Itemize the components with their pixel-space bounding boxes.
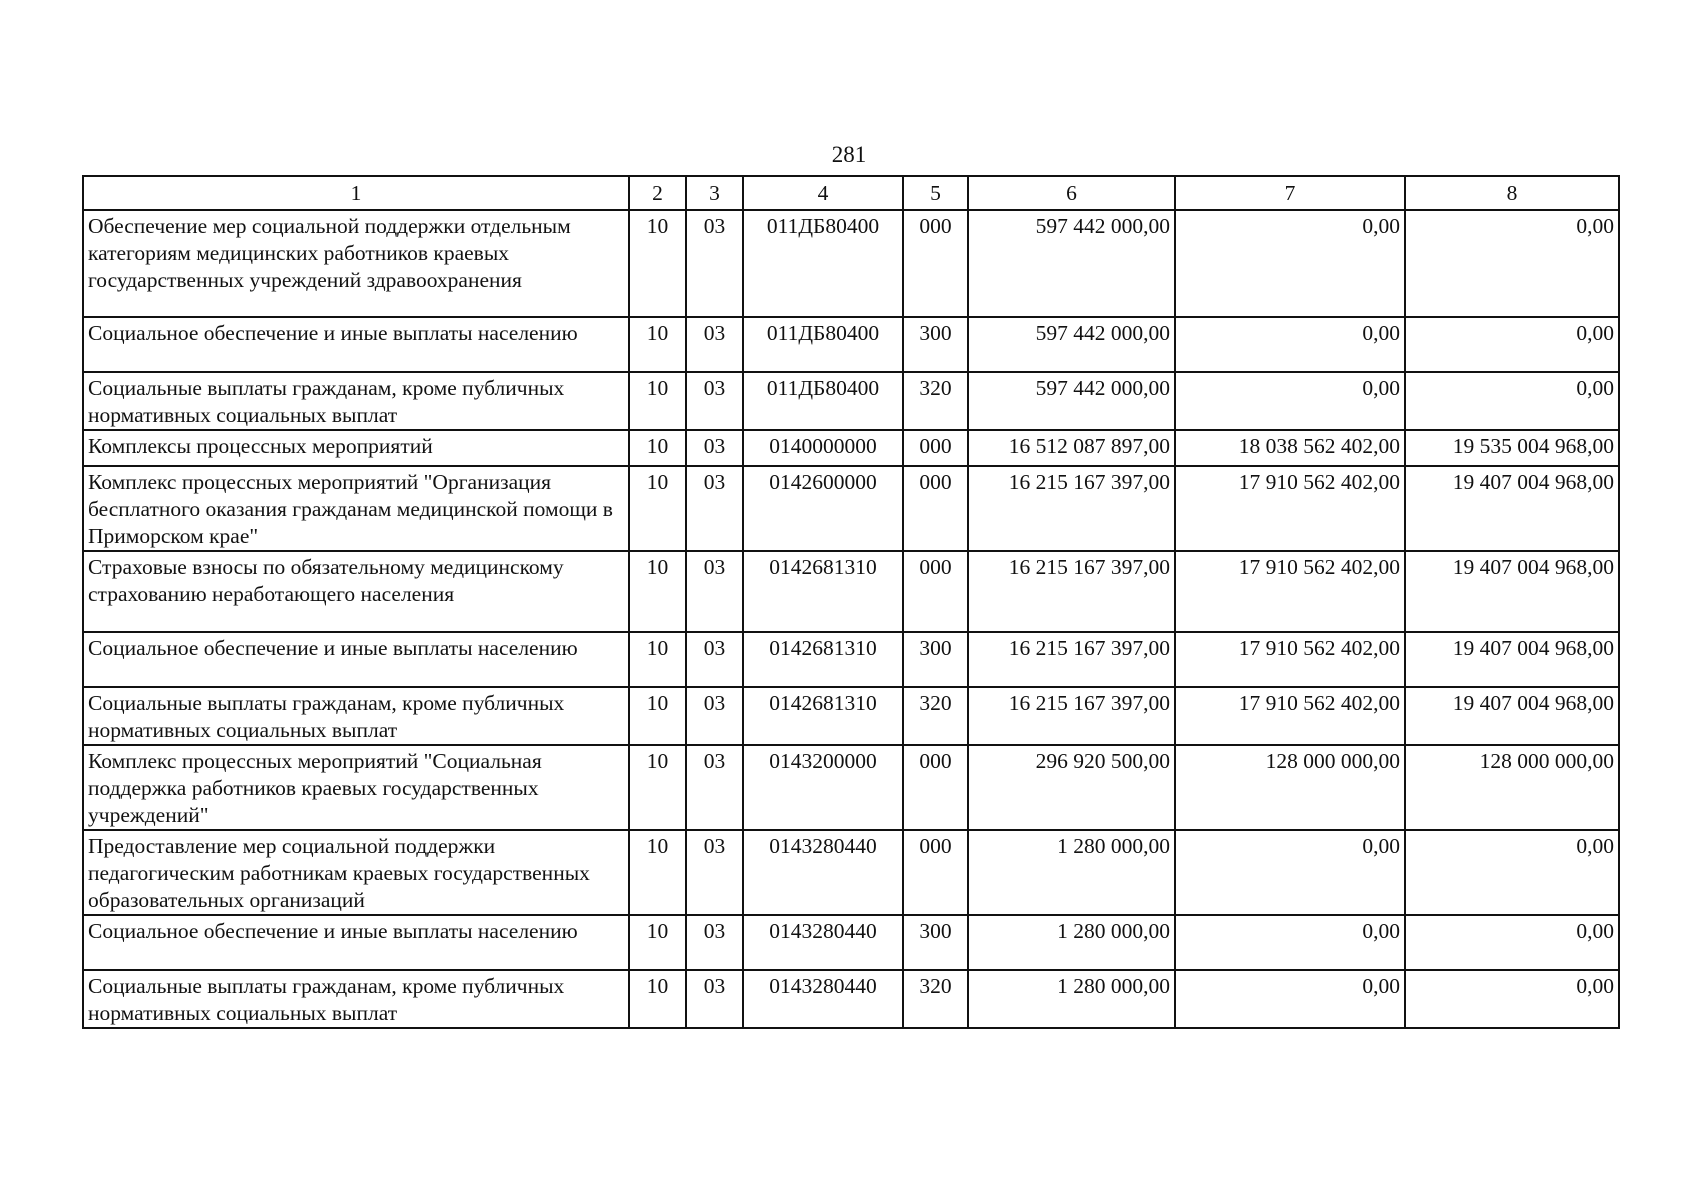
row-expense-type-cell: 300 <box>903 632 968 687</box>
row-name-cell: Комплекс процессных мероприятий "Организация бесплатного оказания гражданам медицинской помощи в Приморском крае" <box>83 466 629 551</box>
row-amount-col8: 19 407 004 968,00 <box>1405 551 1619 632</box>
row-section-cell: 10 <box>629 466 686 551</box>
row-section-cell: 10 <box>629 687 686 745</box>
row-amount-col6: 1 280 000,00 <box>968 830 1175 915</box>
row-amount-col6: 1 280 000,00 <box>968 915 1175 970</box>
row-section-cell: 10 <box>629 317 686 372</box>
row-amount-col7: 17 910 562 402,00 <box>1175 466 1405 551</box>
row-target-code-cell: 0142681310 <box>743 687 903 745</box>
table-row <box>83 466 1619 551</box>
table-row <box>83 687 1619 745</box>
row-section-cell: 10 <box>629 551 686 632</box>
row-target-code-cell: 0143280440 <box>743 830 903 915</box>
row-amount-col6: 1 280 000,00 <box>968 970 1175 1028</box>
header-cell: 3 <box>686 176 743 210</box>
row-amount-col6: 296 920 500,00 <box>968 745 1175 830</box>
table-row <box>83 372 1619 430</box>
row-amount-col7: 0,00 <box>1175 915 1405 970</box>
header-cell: 4 <box>743 176 903 210</box>
row-expense-type-cell: 000 <box>903 466 968 551</box>
row-subsection-cell: 03 <box>686 551 743 632</box>
row-name-cell: Предоставление мер социальной поддержки педагогическим работникам краевых государственных образовательных организаций <box>83 830 629 915</box>
row-name-cell: Страховые взносы по обязательному медицинскому страхованию неработающего населения <box>83 551 629 632</box>
header-cell: 7 <box>1175 176 1405 210</box>
row-name-cell: Социальное обеспечение и иные выплаты населению <box>83 632 629 687</box>
table-row <box>83 745 1619 830</box>
table-row <box>83 970 1619 1028</box>
table-row <box>83 632 1619 687</box>
budget-table <box>82 175 1620 1029</box>
row-expense-type-cell: 320 <box>903 372 968 430</box>
row-section-cell: 10 <box>629 830 686 915</box>
row-amount-col7: 18 038 562 402,00 <box>1175 430 1405 466</box>
row-amount-col8: 0,00 <box>1405 210 1619 317</box>
row-subsection-cell: 03 <box>686 830 743 915</box>
row-amount-col6: 16 215 167 397,00 <box>968 632 1175 687</box>
row-subsection-cell: 03 <box>686 430 743 466</box>
row-target-code-cell: 011ДБ80400 <box>743 372 903 430</box>
table-row <box>83 210 1619 317</box>
row-target-code-cell: 0143280440 <box>743 915 903 970</box>
table-row <box>83 551 1619 632</box>
header-cell: 5 <box>903 176 968 210</box>
header-cell: 2 <box>629 176 686 210</box>
row-subsection-cell: 03 <box>686 210 743 317</box>
row-amount-col6: 16 215 167 397,00 <box>968 551 1175 632</box>
row-amount-col8: 0,00 <box>1405 970 1619 1028</box>
row-target-code-cell: 0143200000 <box>743 745 903 830</box>
row-amount-col6: 597 442 000,00 <box>968 210 1175 317</box>
row-name-cell: Социальное обеспечение и иные выплаты населению <box>83 317 629 372</box>
row-expense-type-cell: 320 <box>903 970 968 1028</box>
row-expense-type-cell: 000 <box>903 745 968 830</box>
row-section-cell: 10 <box>629 372 686 430</box>
row-amount-col7: 0,00 <box>1175 970 1405 1028</box>
row-section-cell: 10 <box>629 745 686 830</box>
table-row <box>83 830 1619 915</box>
row-expense-type-cell: 000 <box>903 430 968 466</box>
row-amount-col6: 16 215 167 397,00 <box>968 466 1175 551</box>
row-amount-col8: 0,00 <box>1405 372 1619 430</box>
row-name-cell: Социальные выплаты гражданам, кроме публичных нормативных социальных выплат <box>83 970 629 1028</box>
row-expense-type-cell: 300 <box>903 915 968 970</box>
row-subsection-cell: 03 <box>686 317 743 372</box>
row-expense-type-cell: 300 <box>903 317 968 372</box>
row-name-cell: Комплекс процессных мероприятий "Социальная поддержка работников краевых государственных учреждений" <box>83 745 629 830</box>
table-header-row <box>83 176 1619 210</box>
row-subsection-cell: 03 <box>686 466 743 551</box>
table-row <box>83 915 1619 970</box>
row-amount-col7: 0,00 <box>1175 372 1405 430</box>
row-name-cell: Комплексы процессных мероприятий <box>83 430 629 466</box>
row-amount-col8: 0,00 <box>1405 830 1619 915</box>
row-subsection-cell: 03 <box>686 632 743 687</box>
row-expense-type-cell: 000 <box>903 551 968 632</box>
row-expense-type-cell: 000 <box>903 210 968 317</box>
row-section-cell: 10 <box>629 430 686 466</box>
row-section-cell: 10 <box>629 210 686 317</box>
row-expense-type-cell: 320 <box>903 687 968 745</box>
row-amount-col8: 0,00 <box>1405 915 1619 970</box>
row-subsection-cell: 03 <box>686 745 743 830</box>
row-expense-type-cell: 000 <box>903 830 968 915</box>
row-target-code-cell: 0142681310 <box>743 551 903 632</box>
row-amount-col7: 17 910 562 402,00 <box>1175 687 1405 745</box>
row-amount-col7: 17 910 562 402,00 <box>1175 632 1405 687</box>
row-amount-col7: 0,00 <box>1175 830 1405 915</box>
row-target-code-cell: 0140000000 <box>743 430 903 466</box>
table-row <box>83 430 1619 466</box>
row-amount-col6: 16 512 087 897,00 <box>968 430 1175 466</box>
row-amount-col7: 128 000 000,00 <box>1175 745 1405 830</box>
row-amount-col6: 597 442 000,00 <box>968 317 1175 372</box>
row-section-cell: 10 <box>629 632 686 687</box>
header-cell: 6 <box>968 176 1175 210</box>
row-amount-col8: 19 407 004 968,00 <box>1405 466 1619 551</box>
row-target-code-cell: 0142600000 <box>743 466 903 551</box>
row-name-cell: Обеспечение мер социальной поддержки отдельным категориям медицинских работников краевых государственных учреждений здравоохранения <box>83 210 629 317</box>
header-cell: 8 <box>1405 176 1619 210</box>
row-section-cell: 10 <box>629 915 686 970</box>
row-section-cell: 10 <box>629 970 686 1028</box>
row-amount-col6: 16 215 167 397,00 <box>968 687 1175 745</box>
row-amount-col6: 597 442 000,00 <box>968 372 1175 430</box>
row-amount-col7: 0,00 <box>1175 317 1405 372</box>
row-amount-col7: 0,00 <box>1175 210 1405 317</box>
row-subsection-cell: 03 <box>686 372 743 430</box>
table-row <box>83 317 1619 372</box>
page-number: 281 <box>831 142 867 167</box>
row-subsection-cell: 03 <box>686 687 743 745</box>
row-amount-col8: 128 000 000,00 <box>1405 745 1619 830</box>
row-target-code-cell: 011ДБ80400 <box>743 210 903 317</box>
row-amount-col8: 19 535 004 968,00 <box>1405 430 1619 466</box>
row-amount-col8: 19 407 004 968,00 <box>1405 687 1619 745</box>
row-target-code-cell: 0143280440 <box>743 970 903 1028</box>
row-name-cell: Социальное обеспечение и иные выплаты населению <box>83 915 629 970</box>
row-amount-col8: 19 407 004 968,00 <box>1405 632 1619 687</box>
row-target-code-cell: 011ДБ80400 <box>743 317 903 372</box>
row-subsection-cell: 03 <box>686 915 743 970</box>
row-name-cell: Социальные выплаты гражданам, кроме публичных нормативных социальных выплат <box>83 687 629 745</box>
row-subsection-cell: 03 <box>686 970 743 1028</box>
header-cell: 1 <box>83 176 629 210</box>
row-amount-col7: 17 910 562 402,00 <box>1175 551 1405 632</box>
row-amount-col8: 0,00 <box>1405 317 1619 372</box>
row-name-cell: Социальные выплаты гражданам, кроме публичных нормативных социальных выплат <box>83 372 629 430</box>
row-target-code-cell: 0142681310 <box>743 632 903 687</box>
